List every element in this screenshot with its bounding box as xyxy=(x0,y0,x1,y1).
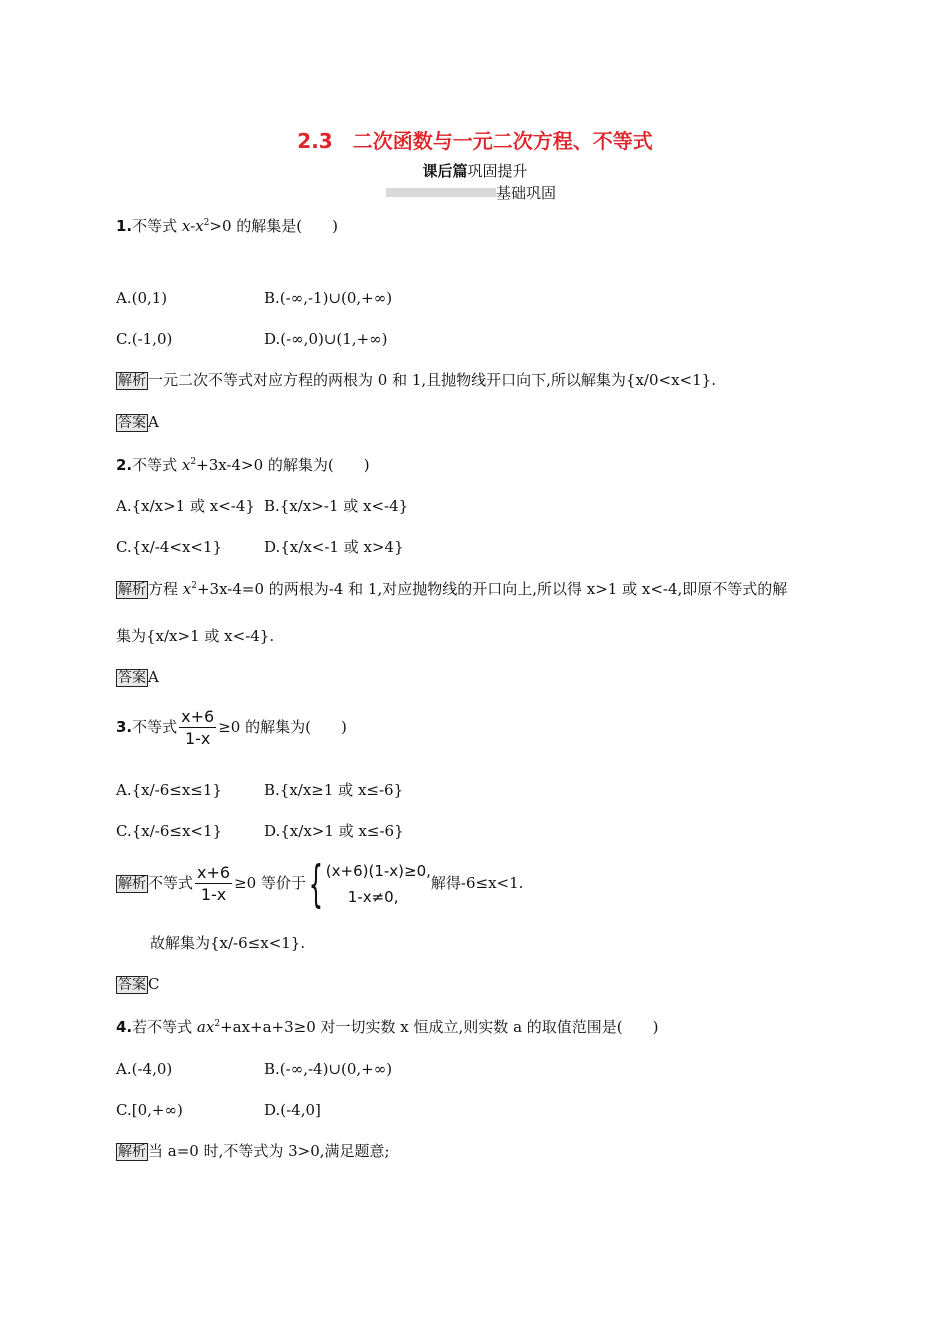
fraction xyxy=(179,709,216,747)
math-var: ax xyxy=(196,1018,215,1036)
answer-2 xyxy=(116,670,159,685)
math-var: x xyxy=(181,217,191,235)
section-label: 基础巩固 xyxy=(496,184,557,202)
fraction-numerator: x+6 xyxy=(197,863,231,882)
option-c: C.{x/-4<x<1} xyxy=(116,538,223,556)
question-text: 若不等式 xyxy=(132,1018,197,1036)
question-text-end: +3x-4>0 的解集为( ) xyxy=(196,456,370,474)
answer-value: A xyxy=(148,668,159,686)
analysis-text-mid: ≥0 等价于 xyxy=(234,874,306,892)
question-4 xyxy=(116,1020,659,1035)
analysis-tag: 解析 xyxy=(118,1144,146,1160)
question-text-end: ≥0 的解集为( ) xyxy=(218,718,347,736)
answer-tag: 答案 xyxy=(118,977,146,993)
analysis-text-end: 解得-6≤x<1. xyxy=(430,874,524,892)
question-number: 4. xyxy=(116,1018,133,1036)
answer-value: C xyxy=(148,975,160,993)
math-var: x xyxy=(181,456,191,474)
question-text: 不等式 xyxy=(132,718,178,736)
question-2 xyxy=(116,458,370,473)
question-number: 3. xyxy=(116,718,133,736)
option-b: B.(-∞,-4)∪(0,+∞) xyxy=(264,1060,393,1078)
analysis-2 xyxy=(116,582,787,597)
page-title: 2.3 二次函数与一元二次方程、不等式 xyxy=(297,129,653,153)
analysis-tag: 解析 xyxy=(118,582,146,598)
answer-3 xyxy=(116,977,159,992)
option-d: D.(-4,0] xyxy=(264,1101,321,1119)
system-line-1: (x+6)(1-x)≥0, xyxy=(325,862,431,880)
option-c: C.{x/-6≤x<1} xyxy=(116,822,223,840)
question-number: 2. xyxy=(116,456,133,474)
answer-value: A xyxy=(148,413,159,431)
math-term: -x xyxy=(190,217,204,235)
analysis-3 xyxy=(116,855,524,913)
option-a: A.(0,1) xyxy=(116,289,168,307)
exponent: 2 xyxy=(203,218,210,228)
option-b: B.{x/x≥1 或 x≤-6} xyxy=(264,781,404,799)
answer-tag: 答案 xyxy=(118,670,146,686)
left-brace: { xyxy=(308,855,324,913)
subtitle-rest: 巩固提升 xyxy=(467,162,528,180)
question-text: 不等式 xyxy=(132,456,182,474)
question-text: 不等式 xyxy=(132,217,182,235)
math-var: x xyxy=(182,580,192,598)
option-a: A.{x/x>1 或 x<-4} xyxy=(116,497,255,515)
analysis-tag: 解析 xyxy=(118,876,146,892)
option-d: D.{x/x>1 或 x≤-6} xyxy=(264,822,404,840)
option-d: D.{x/x<-1 或 x>4} xyxy=(264,538,404,556)
exponent: 2 xyxy=(191,581,197,591)
fraction-denominator: 1-x xyxy=(200,885,227,904)
system-line-2: 1-x≠0, xyxy=(347,888,399,906)
answer-1 xyxy=(116,415,159,430)
analysis-text: 一元二次不等式对应方程的两根为 0 和 1,且抛物线开口向下,所以解集为{x/0<x<1}. xyxy=(148,371,716,389)
option-a: A.{x/-6≤x≤1} xyxy=(116,781,222,799)
analysis-text: 当 a=0 时,不等式为 3>0,满足题意; xyxy=(148,1142,390,1160)
fraction xyxy=(195,865,232,903)
question-3 xyxy=(116,709,347,747)
question-number: 1. xyxy=(116,217,133,235)
answer-tag: 答案 xyxy=(118,415,146,431)
option-d: D.(-∞,0)∪(1,+∞) xyxy=(264,330,388,348)
option-b: B.(-∞,-1)∪(0,+∞) xyxy=(264,289,393,307)
analysis-1 xyxy=(116,373,716,388)
option-c: C.(-1,0) xyxy=(116,330,173,348)
exponent: 2 xyxy=(214,1019,221,1029)
question-text-end: +ax+a+3≥0 对一切实数 x 恒成立,则实数 a 的取值范围是( ) xyxy=(220,1018,659,1036)
question-1 xyxy=(116,219,338,234)
section-divider-bar xyxy=(386,188,496,197)
analysis-3-line2: 故解集为{x/-6≤x<1}. xyxy=(150,934,306,952)
question-text-end: >0 的解集是( ) xyxy=(209,217,338,235)
analysis-text-end: +3x-4=0 的两根为-4 和 1,对应抛物线的开口向上,所以得 x>1 或 x<-4,即原不等式的解 xyxy=(196,580,788,598)
fraction-denominator: 1-x xyxy=(184,729,211,748)
analysis-tag: 解析 xyxy=(118,373,146,389)
subtitle-bold: 课后篇 xyxy=(422,162,468,180)
analysis-2-line2: 集为{x/x>1 或 x<-4}. xyxy=(116,627,275,645)
option-b: B.{x/x>-1 或 x<-4} xyxy=(264,497,409,515)
fraction-numerator: x+6 xyxy=(181,707,215,726)
analysis-text: 方程 xyxy=(148,580,183,598)
equation-system xyxy=(326,858,431,910)
option-a: A.(-4,0) xyxy=(116,1060,173,1078)
exponent: 2 xyxy=(190,457,197,467)
option-c: C.[0,+∞) xyxy=(116,1101,183,1119)
analysis-text: 不等式 xyxy=(148,874,194,892)
analysis-4 xyxy=(116,1144,390,1159)
page-subtitle xyxy=(0,164,950,179)
